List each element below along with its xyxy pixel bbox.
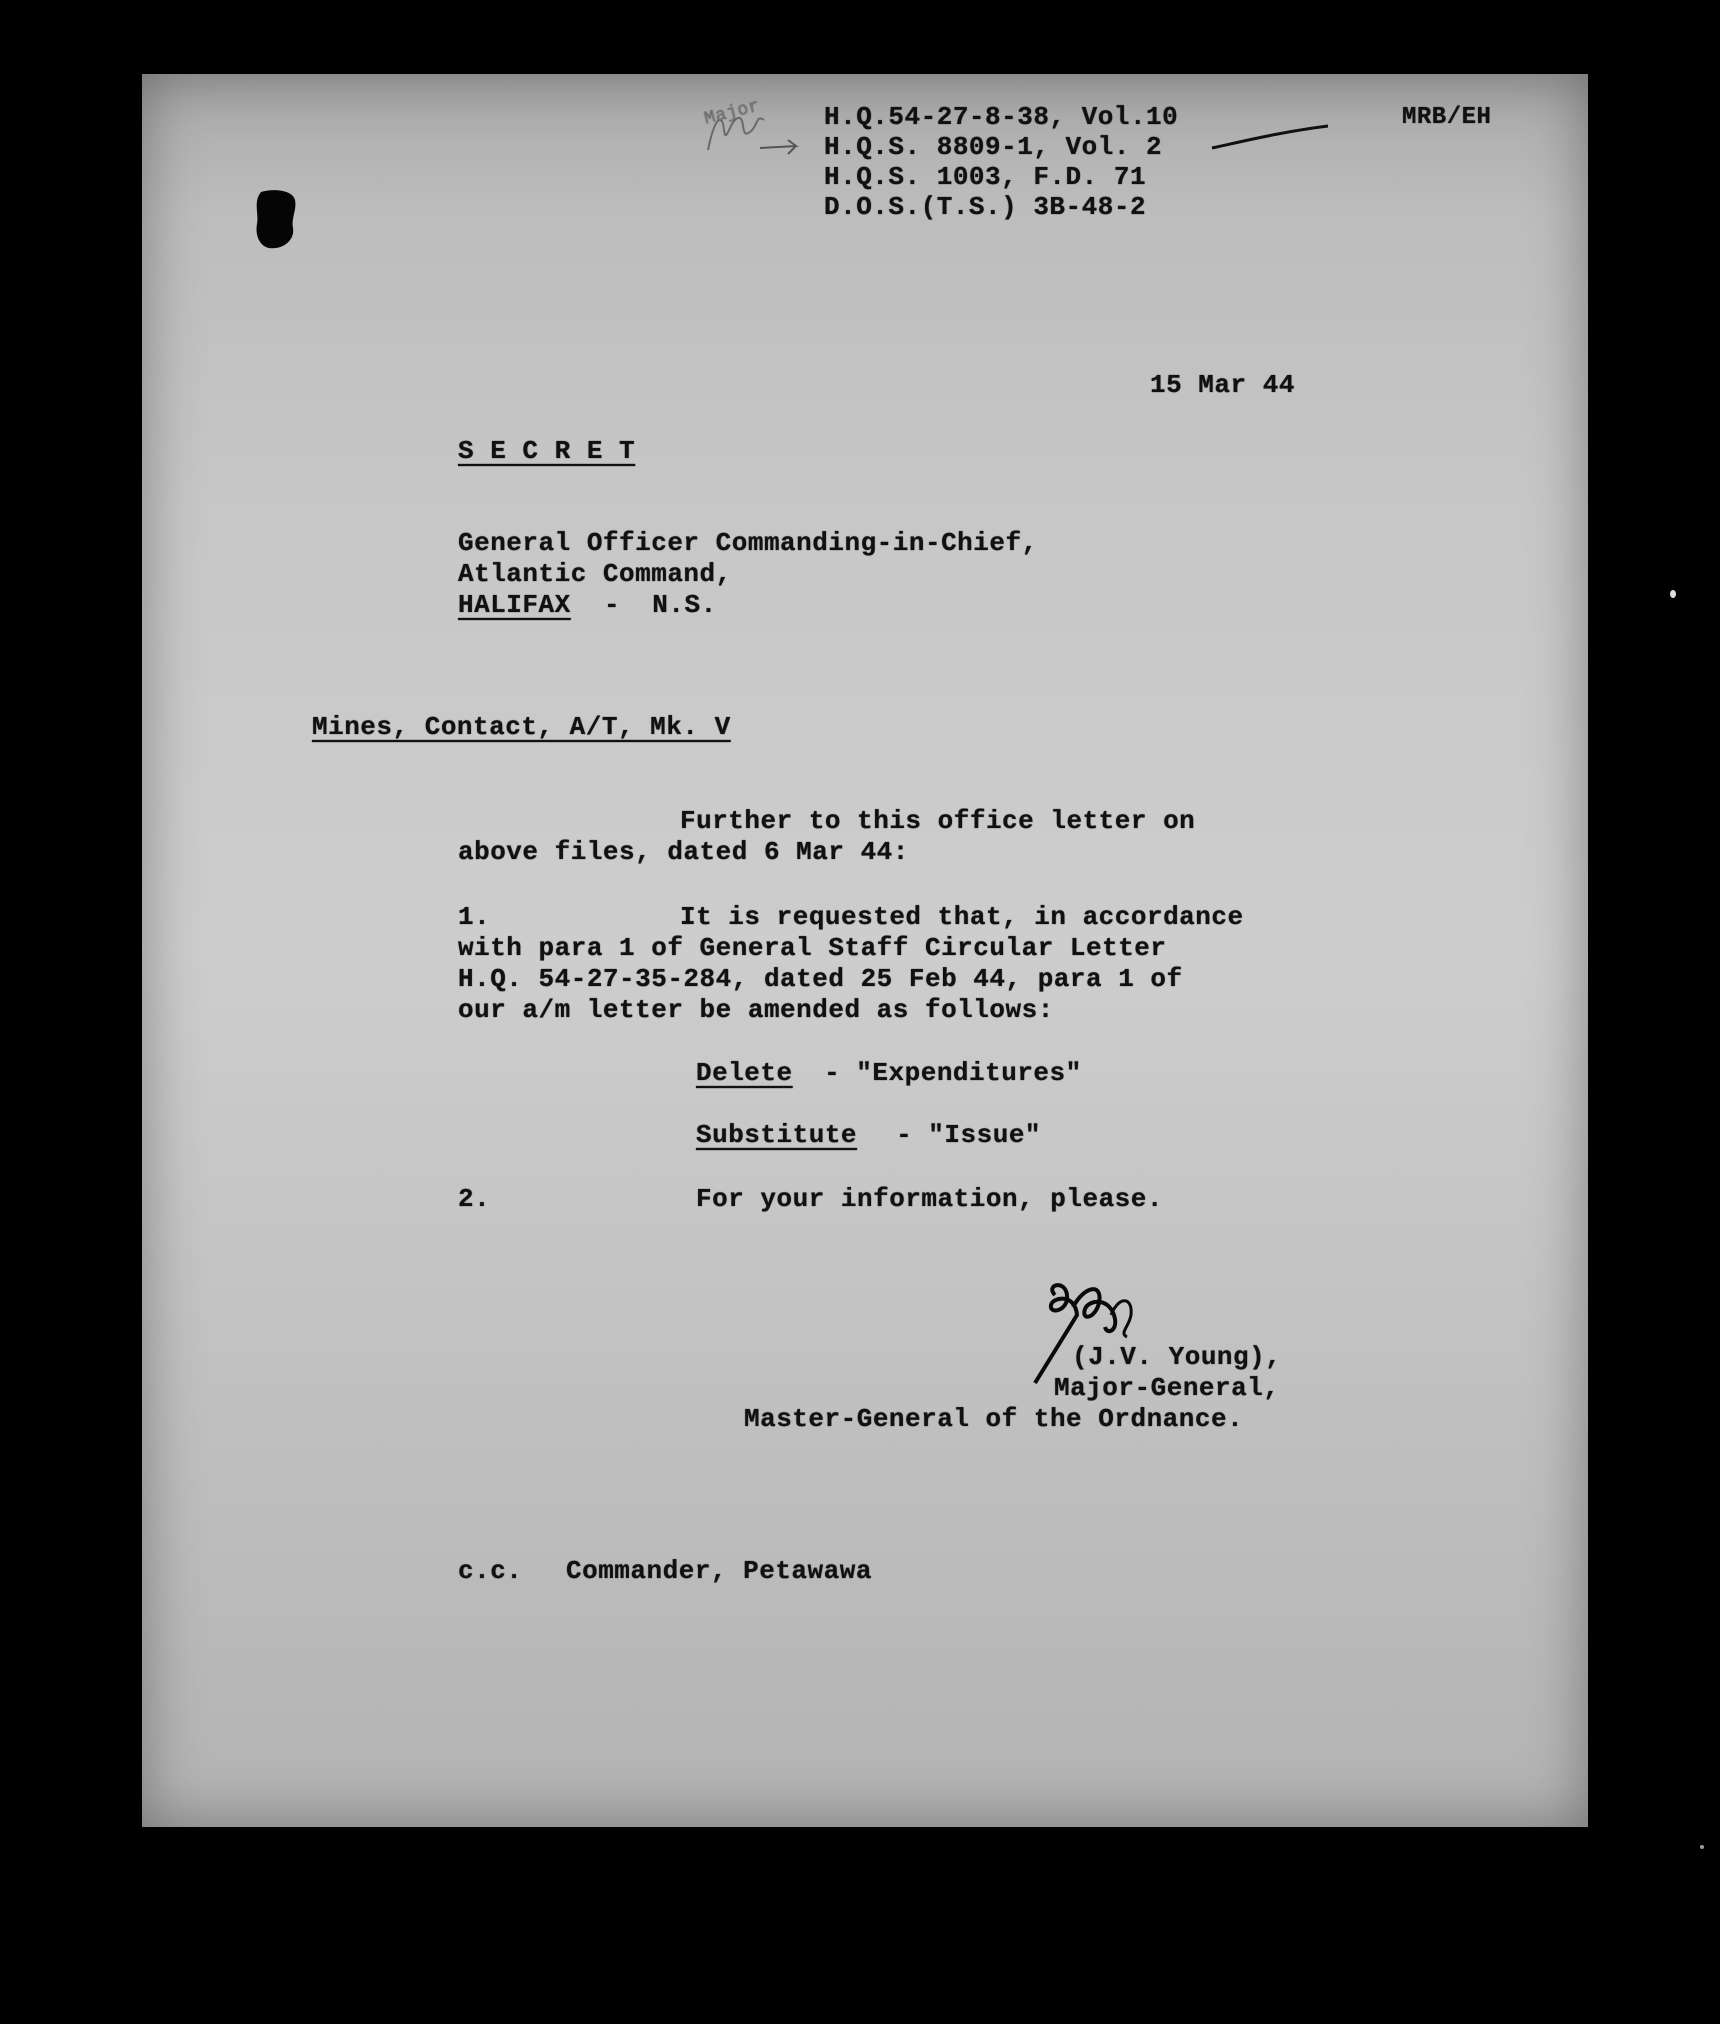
signatory-title: Master-General of the Ordnance. — [744, 1404, 1244, 1434]
addressee-line-2: Atlantic Command, — [458, 559, 732, 589]
file-ref-3: H.Q.S. 1003, F.D. 71 — [824, 162, 1147, 192]
file-ref-2: H.Q.S. 8809-1, Vol. 2 — [824, 132, 1163, 162]
addressee-line-1: General Officer Commanding-in-Chief, — [458, 528, 1038, 558]
ink-blot — [253, 188, 299, 252]
para-1-line-1: It is requested that, in accordance — [680, 902, 1244, 932]
signatory-rank: Major-General, — [1054, 1373, 1280, 1403]
para-1-line-4: our a/m letter be amended as follows: — [458, 995, 1054, 1025]
signatory-name: (J.V. Young), — [1072, 1342, 1282, 1372]
delete-label: Delete — [696, 1058, 793, 1088]
intro-line-2: above files, dated 6 Mar 44: — [458, 837, 909, 867]
cc-label: c.c. — [458, 1556, 523, 1586]
ref-pointer-line — [1210, 118, 1330, 158]
intro-line-1: Further to this office letter on — [680, 806, 1196, 836]
scan-speck — [1670, 590, 1676, 598]
para-1-number: 1. — [458, 902, 491, 932]
para-2-number: 2. — [458, 1184, 491, 1214]
addressee-city: HALIFAX — [458, 590, 571, 620]
classification-secret: S E C R E T — [458, 436, 636, 466]
file-ref-1: H.Q.54-27-8-38, Vol.10 — [824, 102, 1179, 132]
subject-line: Mines, Contact, A/T, Mk. V — [312, 712, 731, 742]
letter-date: 15 Mar 44 — [1150, 370, 1295, 400]
margin-note: Major — [702, 96, 763, 130]
typist-initials: MRB/EH — [1402, 104, 1492, 131]
para-2-text: For your information, please. — [696, 1184, 1163, 1214]
delete-value: - "Expenditures" — [808, 1058, 1082, 1088]
scan-speck — [1700, 1845, 1704, 1849]
para-1-line-2: with para 1 of General Staff Circular Letter — [458, 933, 1167, 963]
substitute-value: - "Issue" — [880, 1120, 1042, 1150]
addressee-province: - N.S. — [604, 590, 717, 620]
para-1-line-3: H.Q. 54-27-35-284, dated 25 Feb 44, para 1 of — [458, 964, 1183, 994]
cc-recipient: Commander, Petawawa — [566, 1556, 872, 1586]
substitute-label: Substitute — [696, 1120, 858, 1150]
file-ref-4: D.O.S.(T.S.) 3B-48-2 — [824, 192, 1147, 222]
